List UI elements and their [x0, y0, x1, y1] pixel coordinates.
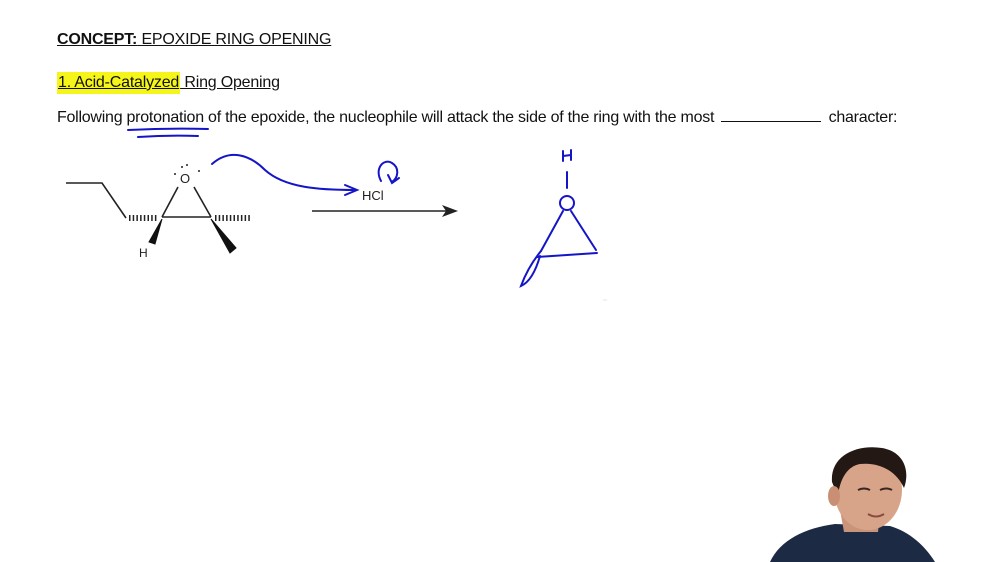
highlighted-section-label: 1. Acid-Catalyzed [57, 72, 180, 94]
sentence-middle: of the epoxide, the nucleophile will attack the side of the ring with the most [203, 109, 719, 126]
sentence-keyword: protonation [126, 109, 204, 126]
sentence-after: character: [824, 109, 898, 126]
section-title-rest: Ring Opening [180, 74, 280, 91]
reaction-arrow [312, 205, 458, 217]
keyword-underline-annotation [128, 129, 208, 137]
sentence-before: Following [57, 109, 127, 126]
protonated-epoxide-sketch [521, 150, 597, 286]
concept-title: EPOXIDE RING OPENING [141, 31, 332, 48]
epoxide-molecule [66, 183, 251, 253]
oxygen-atom-label: O [180, 171, 191, 186]
presenter-video-overlay [760, 440, 940, 562]
presenter-ear [828, 486, 840, 506]
hydrogen-label: H [139, 246, 148, 260]
reagent-label: HCl [362, 188, 384, 203]
curved-mechanism-arrow [212, 155, 357, 195]
proton-transfer-arrow [379, 162, 399, 183]
concept-label: CONCEPT: [57, 31, 138, 48]
